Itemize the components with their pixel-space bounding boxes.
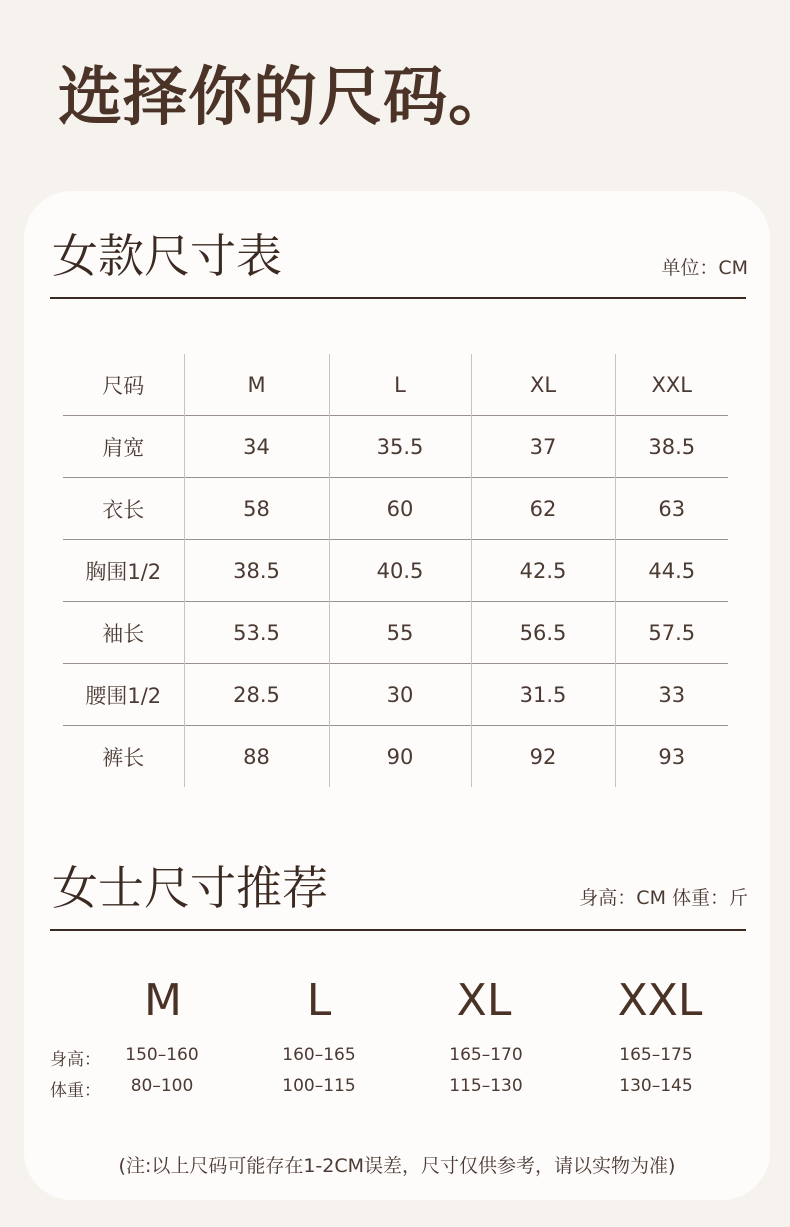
- recommend-size-label: L: [306, 975, 332, 1026]
- table-row: [63, 540, 728, 602]
- row-label: 裤长: [63, 726, 184, 788]
- table-cell: 31.5: [471, 664, 615, 726]
- size-chart-table: [63, 354, 728, 787]
- table-cell: 30: [329, 664, 471, 726]
- recommend-unit: 身高：CM 体重：斤: [579, 887, 748, 909]
- header-cell: L: [329, 354, 471, 416]
- page-headline: 选择你的尺码。: [58, 61, 513, 135]
- size-chart-title: 女款尺寸表: [52, 229, 282, 283]
- table-cell: 42.5: [471, 540, 615, 602]
- table-row: [63, 664, 728, 726]
- table-header-row: [63, 354, 728, 416]
- table-cell: 40.5: [329, 540, 471, 602]
- height-value: 165–170: [449, 1045, 523, 1065]
- recommend-divider: [50, 929, 746, 931]
- weight-value: 130–145: [619, 1076, 693, 1096]
- recommend-title: 女士尺寸推荐: [52, 861, 328, 915]
- table-cell: 60: [329, 478, 471, 540]
- weight-label: 体重：: [50, 1081, 101, 1101]
- table-cell: 38.5: [615, 416, 728, 478]
- recommend-size-label: XL: [456, 975, 512, 1026]
- height-row: [24, 1045, 770, 1070]
- recommend-size-row: [24, 975, 770, 1029]
- size-chart-unit: 单位：CM: [661, 257, 748, 279]
- disclaimer-note: (注:以上尺码可能存在1-2CM误差，尺寸仅供参考，请以实物为准): [118, 1155, 676, 1177]
- table-cell: 35.5: [329, 416, 471, 478]
- table-cell: 58: [184, 478, 329, 540]
- table-cell: 34: [184, 416, 329, 478]
- header-cell: 尺码: [102, 373, 145, 398]
- header-cell: M: [184, 354, 329, 416]
- height-value: 150–160: [125, 1045, 199, 1065]
- table-cell: 62: [471, 478, 615, 540]
- table-cell: 90: [329, 726, 471, 788]
- row-label: 衣长: [63, 478, 184, 540]
- size-card: [24, 191, 770, 1200]
- size-chart-divider: [50, 297, 746, 299]
- table-row: [63, 726, 728, 788]
- height-value: 160–165: [282, 1045, 356, 1065]
- table-cell: 37: [471, 416, 615, 478]
- table-row: [63, 602, 728, 664]
- table-cell: 53.5: [184, 602, 329, 664]
- height-value: 165–175: [619, 1045, 693, 1065]
- table-cell: 93: [615, 726, 728, 788]
- table-row: [63, 478, 728, 540]
- table-row: [63, 416, 728, 478]
- table-cell: 55: [329, 602, 471, 664]
- table-cell: 28.5: [184, 664, 329, 726]
- table-cell: 63: [615, 478, 728, 540]
- table-cell: 92: [471, 726, 615, 788]
- row-label: 袖长: [63, 602, 184, 664]
- recommend-size-label: XXL: [617, 975, 703, 1026]
- height-label: 身高：: [50, 1050, 101, 1070]
- table-cell: 88: [184, 726, 329, 788]
- header-cell: XL: [471, 354, 615, 416]
- header-cell: XXL: [615, 354, 728, 416]
- weight-value: 100–115: [282, 1076, 356, 1096]
- table-cell: 38.5: [184, 540, 329, 602]
- weight-value: 115–130: [449, 1076, 523, 1096]
- row-label: 胸围1/2: [63, 540, 184, 602]
- weight-value: 80–100: [130, 1076, 194, 1096]
- table-cell: 57.5: [615, 602, 728, 664]
- weight-row: [24, 1076, 770, 1101]
- table-cell: 44.5: [615, 540, 728, 602]
- recommend-size-label: M: [144, 975, 182, 1026]
- table-cell: 56.5: [471, 602, 615, 664]
- row-label: 肩宽: [63, 416, 184, 478]
- table-cell: 33: [615, 664, 728, 726]
- row-label: 腰围1/2: [63, 664, 184, 726]
